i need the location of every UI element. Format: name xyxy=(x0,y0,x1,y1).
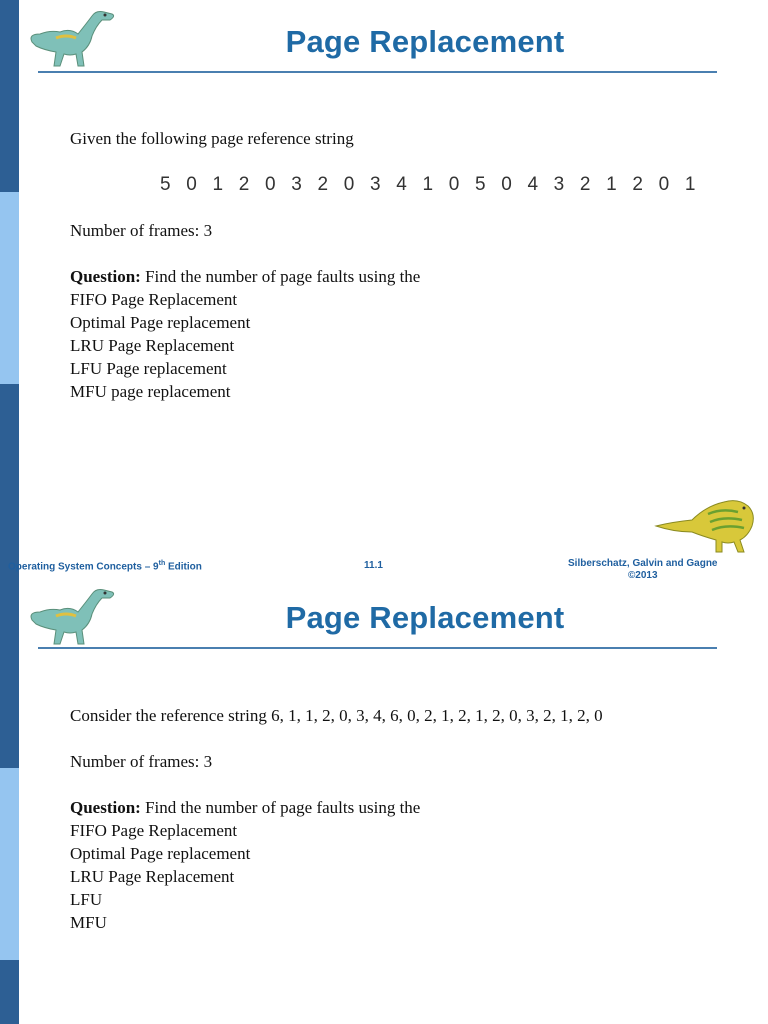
reference-string: 5 0 1 2 0 3 2 0 3 4 1 0 5 0 4 3 2 1 2 0 1 xyxy=(160,174,701,195)
footer-course-text: Operating System Concepts – 9 xyxy=(8,561,159,573)
dinosaur-icon xyxy=(26,582,122,648)
list-item: Optimal Page replacement xyxy=(70,313,251,332)
frames-text: Number of frames: 3 xyxy=(70,752,213,771)
question-label: Question: xyxy=(70,267,141,286)
list-item: FIFO Page Replacement xyxy=(70,290,238,309)
page-title: Page Replacement xyxy=(285,24,565,59)
list-item: LRU Page Replacement xyxy=(70,867,235,886)
slide-2 xyxy=(0,578,768,1024)
intro-text: Consider the reference string 6, 1, 1, 2, 0, 3, 4, 6, 0, 2, 1, 2, 1, 2, 0, 3, 2, 1, 2, 0 xyxy=(70,706,603,725)
list-item: LFU Page replacement xyxy=(70,359,227,378)
footer-authors xyxy=(568,558,718,578)
dinosaur-icon xyxy=(26,4,122,70)
list-item: MFU page replacement xyxy=(70,382,231,401)
question-text xyxy=(70,265,420,288)
sidebar-stripe xyxy=(0,578,19,1024)
title-divider xyxy=(38,647,717,649)
list-item: FIFO Page Replacement xyxy=(70,821,238,840)
title-divider xyxy=(38,71,717,73)
frames-text: Number of frames: 3 xyxy=(70,221,213,240)
page-title: Page Replacement xyxy=(285,600,565,635)
footer-copyright: ©2013 xyxy=(627,570,658,578)
list-item: MFU xyxy=(70,913,107,932)
dinosaur-icon xyxy=(652,492,764,558)
question-text xyxy=(70,796,420,819)
intro-text: Given the following page reference string xyxy=(70,129,354,148)
footer-page-number: 11.1 xyxy=(364,560,383,571)
question-body: Find the number of page faults using the xyxy=(140,267,421,286)
sidebar-stripe xyxy=(0,0,19,578)
footer-course-title xyxy=(8,560,202,572)
question-label: Question: xyxy=(70,798,141,817)
footer-edition-text: Edition xyxy=(165,561,202,573)
footer-authors-line: Silberschatz, Galvin and Gagne xyxy=(568,558,718,569)
footer-superscript: th xyxy=(158,560,166,567)
list-item: Optimal Page replacement xyxy=(70,844,251,863)
question-body: Find the number of page faults using the xyxy=(140,798,421,817)
list-item: LFU xyxy=(70,890,103,909)
list-item: LRU Page Replacement xyxy=(70,336,235,355)
